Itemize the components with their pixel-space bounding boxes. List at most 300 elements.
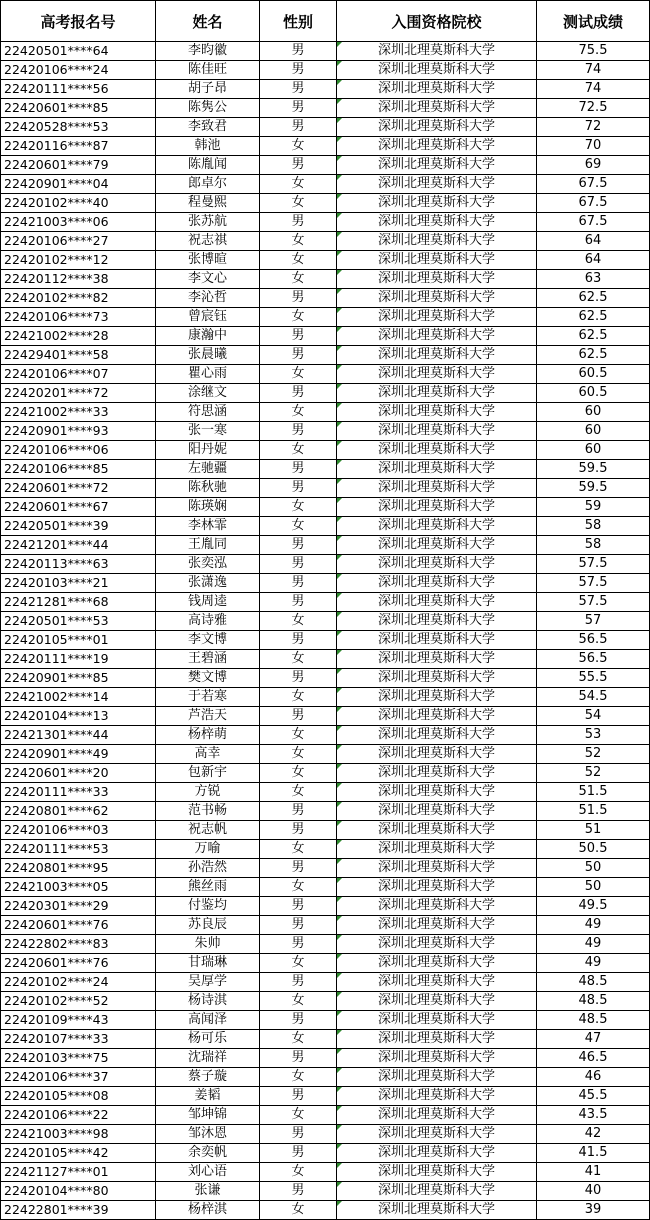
school-cell: 深圳北理莫斯科大学 <box>337 1106 537 1125</box>
student-name-cell: 杨可乐 <box>156 1030 260 1049</box>
gender-cell: 男 <box>260 99 337 118</box>
school-cell: 深圳北理莫斯科大学 <box>337 840 537 859</box>
student-name-cell: 张谦 <box>156 1182 260 1201</box>
gender-cell: 女 <box>260 517 337 536</box>
gender-cell: 女 <box>260 441 337 460</box>
gender-cell: 男 <box>260 1087 337 1106</box>
score-cell: 49 <box>537 916 650 935</box>
school-cell: 深圳北理莫斯科大学 <box>337 270 537 289</box>
score-cell: 74 <box>537 61 650 80</box>
score-cell: 60.5 <box>537 365 650 384</box>
student-name-cell: 李文博 <box>156 631 260 650</box>
exam-id-cell: 22420106****07 <box>1 365 156 384</box>
school-cell: 深圳北理莫斯科大学 <box>337 42 537 61</box>
school-cell: 深圳北理莫斯科大学 <box>337 593 537 612</box>
exam-id-cell: 22420111****33 <box>1 783 156 802</box>
table-row <box>1 707 650 726</box>
table-row <box>1 555 650 574</box>
gender-cell: 女 <box>260 270 337 289</box>
score-cell: 60 <box>537 422 650 441</box>
score-cell: 42 <box>537 1125 650 1144</box>
score-cell: 58 <box>537 517 650 536</box>
exam-id-cell: 22420103****21 <box>1 574 156 593</box>
school-cell: 深圳北理莫斯科大学 <box>337 441 537 460</box>
exam-id-cell: 22420105****08 <box>1 1087 156 1106</box>
table-row <box>1 175 650 194</box>
school-cell: 深圳北理莫斯科大学 <box>337 517 537 536</box>
school-cell: 深圳北理莫斯科大学 <box>337 650 537 669</box>
gender-cell: 女 <box>260 954 337 973</box>
student-name-cell: 李林霏 <box>156 517 260 536</box>
gender-cell: 女 <box>260 251 337 270</box>
score-cell: 57.5 <box>537 574 650 593</box>
score-cell: 60.5 <box>537 384 650 403</box>
score-cell: 62.5 <box>537 327 650 346</box>
table-row <box>1 384 650 403</box>
exam-id-cell: 22420106****06 <box>1 441 156 460</box>
gender-cell: 女 <box>260 992 337 1011</box>
header-name: 姓名 <box>156 1 260 42</box>
gender-cell: 男 <box>260 1049 337 1068</box>
school-cell: 深圳北理莫斯科大学 <box>337 118 537 137</box>
student-name-cell: 张奕泓 <box>156 555 260 574</box>
score-cell: 47 <box>537 1030 650 1049</box>
header-school: 入围资格院校 <box>337 1 537 42</box>
table-row <box>1 935 650 954</box>
score-cell: 64 <box>537 251 650 270</box>
score-cell: 59.5 <box>537 479 650 498</box>
school-cell: 深圳北理莫斯科大学 <box>337 1125 537 1144</box>
student-name-cell: 樊文博 <box>156 669 260 688</box>
school-cell: 深圳北理莫斯科大学 <box>337 935 537 954</box>
student-name-cell: 范书畅 <box>156 802 260 821</box>
student-name-cell: 邹坤锦 <box>156 1106 260 1125</box>
table-row <box>1 232 650 251</box>
exam-id-cell: 22421003****05 <box>1 878 156 897</box>
exam-id-cell: 22420106****37 <box>1 1068 156 1087</box>
table-row <box>1 327 650 346</box>
student-name-cell: 孙浩然 <box>156 859 260 878</box>
gender-cell: 男 <box>260 61 337 80</box>
exam-id-cell: 22421281****68 <box>1 593 156 612</box>
gender-cell: 男 <box>260 1144 337 1163</box>
school-cell: 深圳北理莫斯科大学 <box>337 1201 537 1220</box>
school-cell: 深圳北理莫斯科大学 <box>337 99 537 118</box>
exam-id-cell: 22420106****27 <box>1 232 156 251</box>
student-name-cell: 涂继文 <box>156 384 260 403</box>
table-row <box>1 783 650 802</box>
exam-id-cell: 22420106****22 <box>1 1106 156 1125</box>
score-cell: 67.5 <box>537 213 650 232</box>
school-cell: 深圳北理莫斯科大学 <box>337 80 537 99</box>
table-row <box>1 194 650 213</box>
table-row <box>1 61 650 80</box>
gender-cell: 男 <box>260 802 337 821</box>
student-name-cell: 包新宇 <box>156 764 260 783</box>
score-cell: 64 <box>537 232 650 251</box>
student-name-cell: 李致君 <box>156 118 260 137</box>
exam-id-cell: 22420528****53 <box>1 118 156 137</box>
exam-id-cell: 22420601****85 <box>1 99 156 118</box>
exam-id-cell: 22420116****87 <box>1 137 156 156</box>
score-cell: 49.5 <box>537 897 650 916</box>
score-cell: 56.5 <box>537 650 650 669</box>
school-cell: 深圳北理莫斯科大学 <box>337 764 537 783</box>
table-row <box>1 612 650 631</box>
student-name-cell: 阳丹妮 <box>156 441 260 460</box>
score-cell: 40 <box>537 1182 650 1201</box>
student-name-cell: 高闻泽 <box>156 1011 260 1030</box>
gender-cell: 女 <box>260 194 337 213</box>
exam-id-cell: 22421301****44 <box>1 726 156 745</box>
student-name-cell: 张苏航 <box>156 213 260 232</box>
exam-id-cell: 22420104****13 <box>1 707 156 726</box>
exam-id-cell: 22420901****85 <box>1 669 156 688</box>
school-cell: 深圳北理莫斯科大学 <box>337 175 537 194</box>
gender-cell: 男 <box>260 346 337 365</box>
table-row <box>1 498 650 517</box>
school-cell: 深圳北理莫斯科大学 <box>337 327 537 346</box>
student-name-cell: 高诗雅 <box>156 612 260 631</box>
gender-cell: 男 <box>260 460 337 479</box>
school-cell: 深圳北理莫斯科大学 <box>337 821 537 840</box>
score-cell: 60 <box>537 403 650 422</box>
score-cell: 62.5 <box>537 346 650 365</box>
exam-id-cell: 22420601****67 <box>1 498 156 517</box>
table-row <box>1 1182 650 1201</box>
gender-cell: 男 <box>260 935 337 954</box>
student-name-cell: 姜韬 <box>156 1087 260 1106</box>
table-row <box>1 251 650 270</box>
score-cell: 46 <box>537 1068 650 1087</box>
table-row <box>1 1144 650 1163</box>
school-cell: 深圳北理莫斯科大学 <box>337 251 537 270</box>
student-name-cell: 苏良辰 <box>156 916 260 935</box>
gender-cell: 男 <box>260 422 337 441</box>
table-row <box>1 536 650 555</box>
student-name-cell: 方锐 <box>156 783 260 802</box>
student-name-cell: 陈胤闻 <box>156 156 260 175</box>
score-cell: 74 <box>537 80 650 99</box>
table-row <box>1 840 650 859</box>
table-row <box>1 118 650 137</box>
gender-cell: 男 <box>260 707 337 726</box>
school-cell: 深圳北理莫斯科大学 <box>337 555 537 574</box>
school-cell: 深圳北理莫斯科大学 <box>337 1011 537 1030</box>
school-cell: 深圳北理莫斯科大学 <box>337 289 537 308</box>
score-cell: 72 <box>537 118 650 137</box>
score-cell: 41.5 <box>537 1144 650 1163</box>
score-cell: 62.5 <box>537 289 650 308</box>
student-name-cell: 付鉴均 <box>156 897 260 916</box>
exam-id-cell: 22420102****24 <box>1 973 156 992</box>
exam-id-cell: 22420801****95 <box>1 859 156 878</box>
score-cell: 55.5 <box>537 669 650 688</box>
gender-cell: 女 <box>260 403 337 422</box>
table-row <box>1 80 650 99</box>
exam-id-cell: 22420601****20 <box>1 764 156 783</box>
table-row <box>1 669 650 688</box>
table-row <box>1 346 650 365</box>
school-cell: 深圳北理莫斯科大学 <box>337 479 537 498</box>
student-name-cell: 符思涵 <box>156 403 260 422</box>
gender-cell: 女 <box>260 745 337 764</box>
gender-cell: 女 <box>260 498 337 517</box>
student-name-cell: 芦浩天 <box>156 707 260 726</box>
school-cell: 深圳北理莫斯科大学 <box>337 897 537 916</box>
exam-id-cell: 22420601****76 <box>1 954 156 973</box>
gender-cell: 男 <box>260 1011 337 1030</box>
exam-id-cell: 22420103****75 <box>1 1049 156 1068</box>
exam-id-cell: 22420501****64 <box>1 42 156 61</box>
score-cell: 56.5 <box>537 631 650 650</box>
student-name-cell: 熊丝雨 <box>156 878 260 897</box>
table-row <box>1 99 650 118</box>
score-cell: 53 <box>537 726 650 745</box>
gender-cell: 男 <box>260 669 337 688</box>
exam-id-cell: 22421002****14 <box>1 688 156 707</box>
header-exam-id: 高考报名号 <box>1 1 156 42</box>
score-cell: 51 <box>537 821 650 840</box>
exam-id-cell: 22420901****04 <box>1 175 156 194</box>
school-cell: 深圳北理莫斯科大学 <box>337 859 537 878</box>
student-name-cell: 张一寒 <box>156 422 260 441</box>
score-cell: 72.5 <box>537 99 650 118</box>
score-cell: 57.5 <box>537 555 650 574</box>
table-row <box>1 897 650 916</box>
score-cell: 54.5 <box>537 688 650 707</box>
table-row <box>1 1049 650 1068</box>
student-name-cell: 于若寒 <box>156 688 260 707</box>
table-row <box>1 289 650 308</box>
gender-cell: 男 <box>260 555 337 574</box>
school-cell: 深圳北理莫斯科大学 <box>337 802 537 821</box>
table-row <box>1 992 650 1011</box>
gender-cell: 男 <box>260 1182 337 1201</box>
exam-id-cell: 22421003****98 <box>1 1125 156 1144</box>
score-cell: 50 <box>537 878 650 897</box>
exam-id-cell: 22420106****73 <box>1 308 156 327</box>
student-name-cell: 杨诗淇 <box>156 992 260 1011</box>
school-cell: 深圳北理莫斯科大学 <box>337 783 537 802</box>
student-name-cell: 康瀚中 <box>156 327 260 346</box>
exam-id-cell: 22420801****62 <box>1 802 156 821</box>
gender-cell: 女 <box>260 1106 337 1125</box>
exam-id-cell: 22420111****56 <box>1 80 156 99</box>
score-cell: 48.5 <box>537 992 650 1011</box>
table-row <box>1 441 650 460</box>
score-cell: 57.5 <box>537 593 650 612</box>
student-name-cell: 左驰疆 <box>156 460 260 479</box>
exam-id-cell: 22420102****82 <box>1 289 156 308</box>
table-row <box>1 802 650 821</box>
gender-cell: 男 <box>260 574 337 593</box>
exam-id-cell: 22420105****01 <box>1 631 156 650</box>
score-cell: 46.5 <box>537 1049 650 1068</box>
exam-id-cell: 22420107****33 <box>1 1030 156 1049</box>
exam-id-cell: 22421002****33 <box>1 403 156 422</box>
score-cell: 49 <box>537 935 650 954</box>
school-cell: 深圳北理莫斯科大学 <box>337 992 537 1011</box>
gender-cell: 男 <box>260 631 337 650</box>
gender-cell: 男 <box>260 80 337 99</box>
school-cell: 深圳北理莫斯科大学 <box>337 1049 537 1068</box>
score-cell: 43.5 <box>537 1106 650 1125</box>
table-row <box>1 973 650 992</box>
student-name-cell: 李沁哲 <box>156 289 260 308</box>
exam-id-cell: 22420106****85 <box>1 460 156 479</box>
gender-cell: 男 <box>260 536 337 555</box>
table-row <box>1 1030 650 1049</box>
school-cell: 深圳北理莫斯科大学 <box>337 498 537 517</box>
gender-cell: 男 <box>260 156 337 175</box>
student-name-cell: 朱帅 <box>156 935 260 954</box>
exam-id-cell: 22429401****58 <box>1 346 156 365</box>
gender-cell: 男 <box>260 1125 337 1144</box>
school-cell: 深圳北理莫斯科大学 <box>337 745 537 764</box>
gender-cell: 男 <box>260 821 337 840</box>
header-row <box>1 1 650 42</box>
score-cell: 75.5 <box>537 42 650 61</box>
student-name-cell: 杨梓萌 <box>156 726 260 745</box>
student-name-cell: 钱周逵 <box>156 593 260 612</box>
table-row <box>1 878 650 897</box>
exam-id-cell: 22420104****80 <box>1 1182 156 1201</box>
student-name-cell: 韩池 <box>156 137 260 156</box>
table-row <box>1 156 650 175</box>
exam-id-cell: 22420113****63 <box>1 555 156 574</box>
table-row <box>1 1011 650 1030</box>
gender-cell: 男 <box>260 916 337 935</box>
gender-cell: 男 <box>260 479 337 498</box>
gender-cell: 女 <box>260 688 337 707</box>
table-row <box>1 764 650 783</box>
school-cell: 深圳北理莫斯科大学 <box>337 422 537 441</box>
table-row <box>1 479 650 498</box>
exam-id-cell: 22420201****72 <box>1 384 156 403</box>
header-gender: 性别 <box>260 1 337 42</box>
student-name-cell: 陈秋驰 <box>156 479 260 498</box>
table-row <box>1 574 650 593</box>
school-cell: 深圳北理莫斯科大学 <box>337 346 537 365</box>
table-row <box>1 954 650 973</box>
student-name-cell: 杨梓淇 <box>156 1201 260 1220</box>
school-cell: 深圳北理莫斯科大学 <box>337 631 537 650</box>
gender-cell: 女 <box>260 1201 337 1220</box>
student-name-cell: 余奕帆 <box>156 1144 260 1163</box>
score-cell: 60 <box>537 441 650 460</box>
gender-cell: 女 <box>260 1163 337 1182</box>
table-row <box>1 631 650 650</box>
table-row <box>1 213 650 232</box>
exam-id-cell: 22421002****28 <box>1 327 156 346</box>
school-cell: 深圳北理莫斯科大学 <box>337 878 537 897</box>
school-cell: 深圳北理莫斯科大学 <box>337 973 537 992</box>
student-name-cell: 李文心 <box>156 270 260 289</box>
table-row <box>1 1201 650 1220</box>
score-cell: 67.5 <box>537 175 650 194</box>
exam-id-cell: 22422801****39 <box>1 1201 156 1220</box>
school-cell: 深圳北理莫斯科大学 <box>337 403 537 422</box>
school-cell: 深圳北理莫斯科大学 <box>337 194 537 213</box>
exam-id-cell: 22420601****76 <box>1 916 156 935</box>
table-row <box>1 365 650 384</box>
exam-id-cell: 22420102****52 <box>1 992 156 1011</box>
gender-cell: 女 <box>260 612 337 631</box>
student-name-cell: 蔡子璇 <box>156 1068 260 1087</box>
score-cell: 49 <box>537 954 650 973</box>
school-cell: 深圳北理莫斯科大学 <box>337 61 537 80</box>
score-cell: 45.5 <box>537 1087 650 1106</box>
score-cell: 41 <box>537 1163 650 1182</box>
score-cell: 70 <box>537 137 650 156</box>
school-cell: 深圳北理莫斯科大学 <box>337 688 537 707</box>
exam-id-cell: 22420102****12 <box>1 251 156 270</box>
gender-cell: 女 <box>260 1068 337 1087</box>
exam-id-cell: 22421003****06 <box>1 213 156 232</box>
table-row <box>1 1087 650 1106</box>
gender-cell: 女 <box>260 764 337 783</box>
gender-cell: 女 <box>260 1030 337 1049</box>
student-name-cell: 王碧涵 <box>156 650 260 669</box>
school-cell: 深圳北理莫斯科大学 <box>337 1182 537 1201</box>
student-name-cell: 沈瑞祥 <box>156 1049 260 1068</box>
student-name-cell: 陈隽公 <box>156 99 260 118</box>
school-cell: 深圳北理莫斯科大学 <box>337 916 537 935</box>
table-row <box>1 1163 650 1182</box>
exam-id-cell: 22421201****44 <box>1 536 156 555</box>
gender-cell: 女 <box>260 726 337 745</box>
table-row <box>1 1068 650 1087</box>
student-name-cell: 张晨曦 <box>156 346 260 365</box>
exam-id-cell: 22420901****93 <box>1 422 156 441</box>
gender-cell: 男 <box>260 859 337 878</box>
score-cell: 39 <box>537 1201 650 1220</box>
gender-cell: 女 <box>260 308 337 327</box>
exam-id-cell: 22420112****38 <box>1 270 156 289</box>
gender-cell: 男 <box>260 42 337 61</box>
exam-id-cell: 22420301****29 <box>1 897 156 916</box>
table-row <box>1 916 650 935</box>
school-cell: 深圳北理莫斯科大学 <box>337 365 537 384</box>
student-name-cell: 胡子昂 <box>156 80 260 99</box>
score-cell: 57 <box>537 612 650 631</box>
student-name-cell: 高幸 <box>156 745 260 764</box>
gender-cell: 女 <box>260 783 337 802</box>
school-cell: 深圳北理莫斯科大学 <box>337 1163 537 1182</box>
score-cell: 51.5 <box>537 783 650 802</box>
school-cell: 深圳北理莫斯科大学 <box>337 536 537 555</box>
student-name-cell: 瞿心雨 <box>156 365 260 384</box>
exam-id-cell: 22420901****49 <box>1 745 156 764</box>
gender-cell: 男 <box>260 897 337 916</box>
score-cell: 51.5 <box>537 802 650 821</box>
school-cell: 深圳北理莫斯科大学 <box>337 726 537 745</box>
gender-cell: 男 <box>260 327 337 346</box>
student-name-cell: 张博暄 <box>156 251 260 270</box>
school-cell: 深圳北理莫斯科大学 <box>337 1030 537 1049</box>
score-cell: 50.5 <box>537 840 650 859</box>
student-name-cell: 甘瑞琳 <box>156 954 260 973</box>
student-name-cell: 祝志帆 <box>156 821 260 840</box>
score-cell: 50 <box>537 859 650 878</box>
student-name-cell: 王胤同 <box>156 536 260 555</box>
student-name-cell: 郎卓尔 <box>156 175 260 194</box>
gender-cell: 女 <box>260 232 337 251</box>
gender-cell: 女 <box>260 175 337 194</box>
gender-cell: 男 <box>260 289 337 308</box>
school-cell: 深圳北理莫斯科大学 <box>337 232 537 251</box>
